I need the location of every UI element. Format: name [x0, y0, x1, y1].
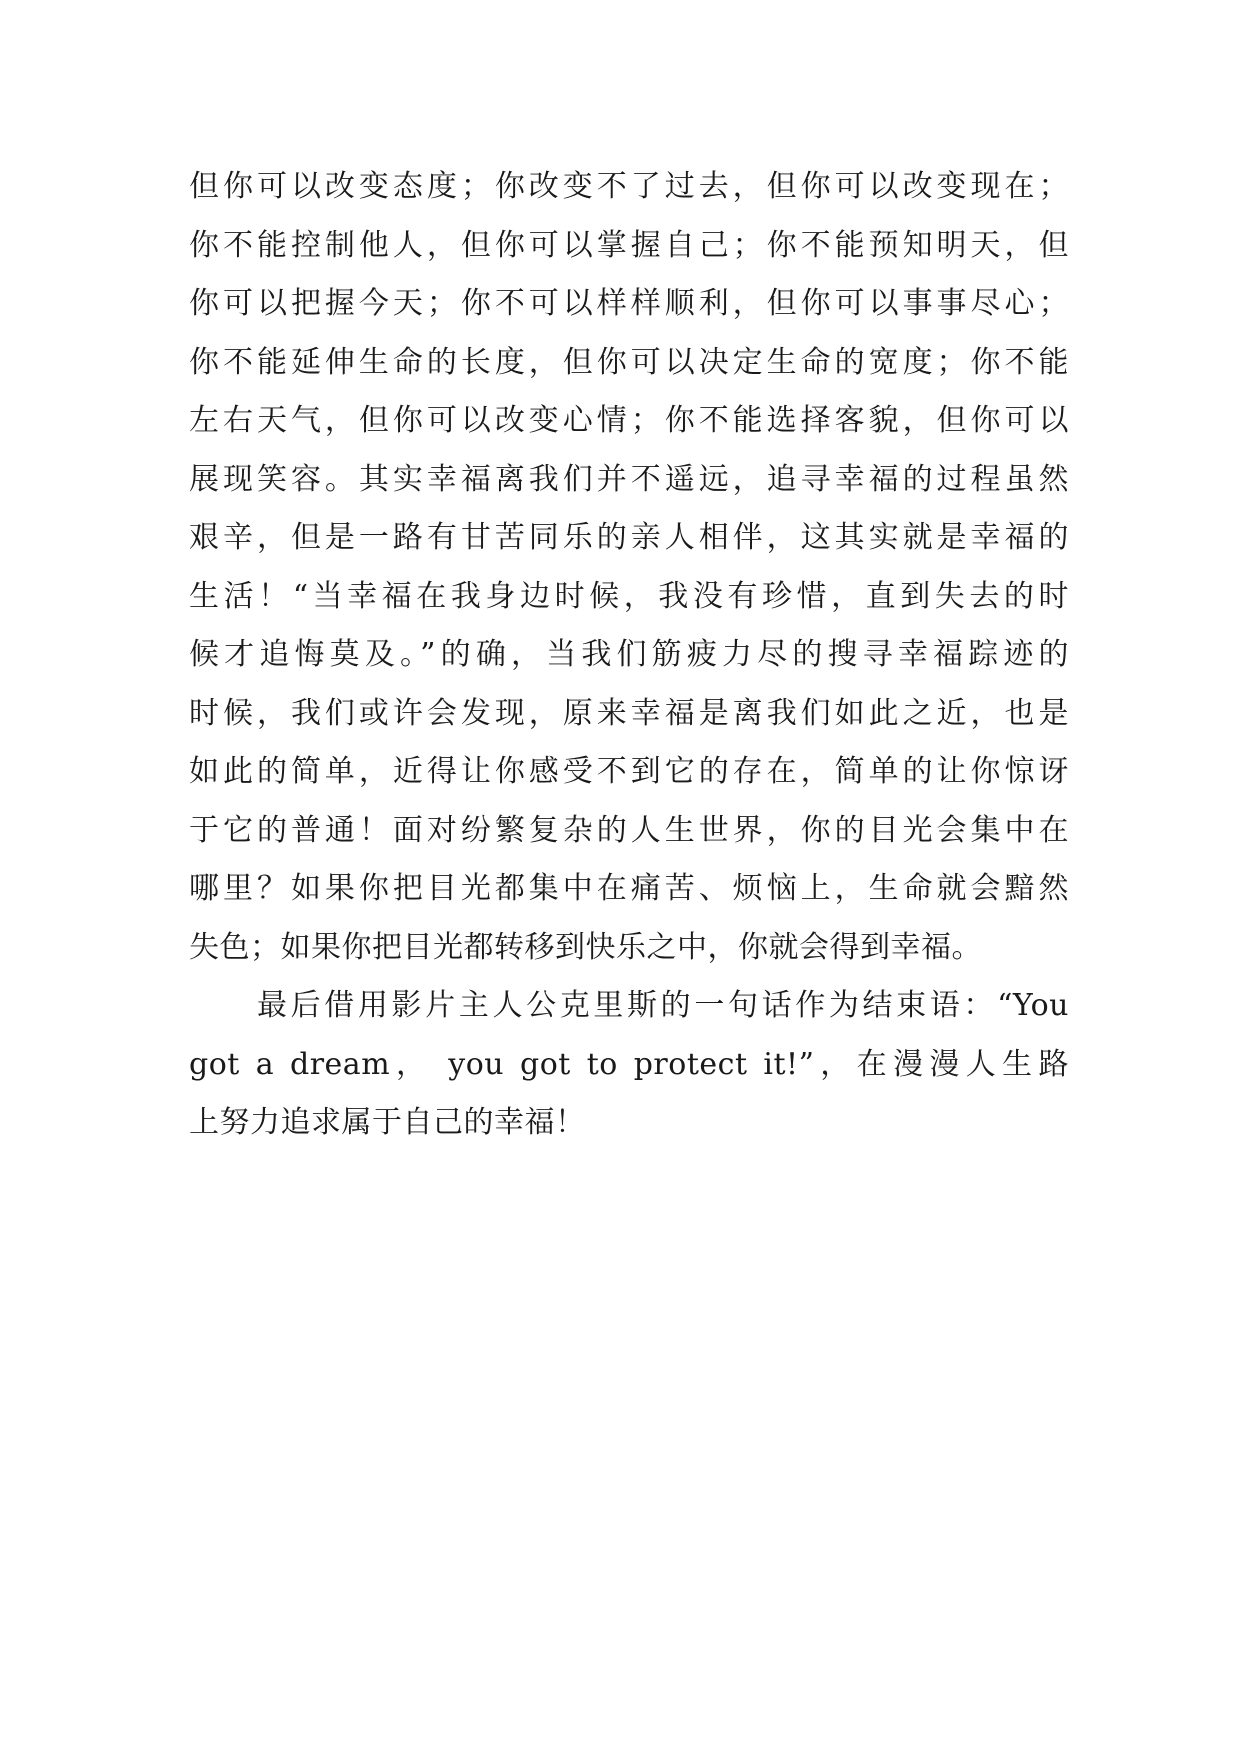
- text-line: 生活！“当幸福在我身边时候，我没有珍惜，直到失去的时: [189, 578, 1069, 614]
- text-line: 但你可以改变态度；你改变不了过去，但你可以改变现在；: [189, 169, 1069, 204]
- text-line: 展现笑容。其实幸福离我们并不遥远，追寻幸福的过程虽然: [189, 461, 1069, 497]
- text-line: 艰辛，但是一路有甘苦同乐的亲人相伴，这其实就是幸福的: [189, 520, 1069, 555]
- text-line: 候才追悔莫及。”的确，当我们筋疲力尽的搜寻幸福踪迹的: [189, 637, 1069, 672]
- text-line: got a dream， you got to protect it!”，在漫漫人生路: [189, 1046, 1069, 1082]
- text-line: 时候，我们或许会发现，原来幸福是离我们如此之近，也是: [189, 695, 1069, 731]
- text-line: 于它的普通！面对纷繁复杂的人生世界，你的目光会集中在: [189, 812, 1069, 848]
- text-line: 哪里？如果你把目光都集中在痛苦、烦恼上，生命就会黯然: [189, 871, 1069, 906]
- text-line: 上努力追求属于自己的幸福！: [189, 1105, 586, 1140]
- text-line: 左右天气，但你可以改变心情；你不能选择客貌，但你可以: [189, 403, 1069, 438]
- text-line: 你可以把握今天；你不可以样样顺利，但你可以事事尽心；: [189, 286, 1069, 321]
- text-line: 你不能控制他人，但你可以掌握自己；你不能预知明天，但: [189, 227, 1069, 263]
- text-line: 失色；如果你把目光都转移到快乐之中，你就会得到幸福。: [189, 929, 982, 965]
- text-line: 如此的简单，近得让你感受不到它的存在，简单的让你惊讶: [189, 754, 1069, 789]
- paragraph-start-line: 最后借用影片主人公克里斯的一句话作为结束语：“You: [257, 988, 1069, 1023]
- body-text: [189, 158, 1069, 1153]
- text-line: 你不能延伸生命的长度，但你可以决定生命的宽度；你不能: [189, 344, 1069, 380]
